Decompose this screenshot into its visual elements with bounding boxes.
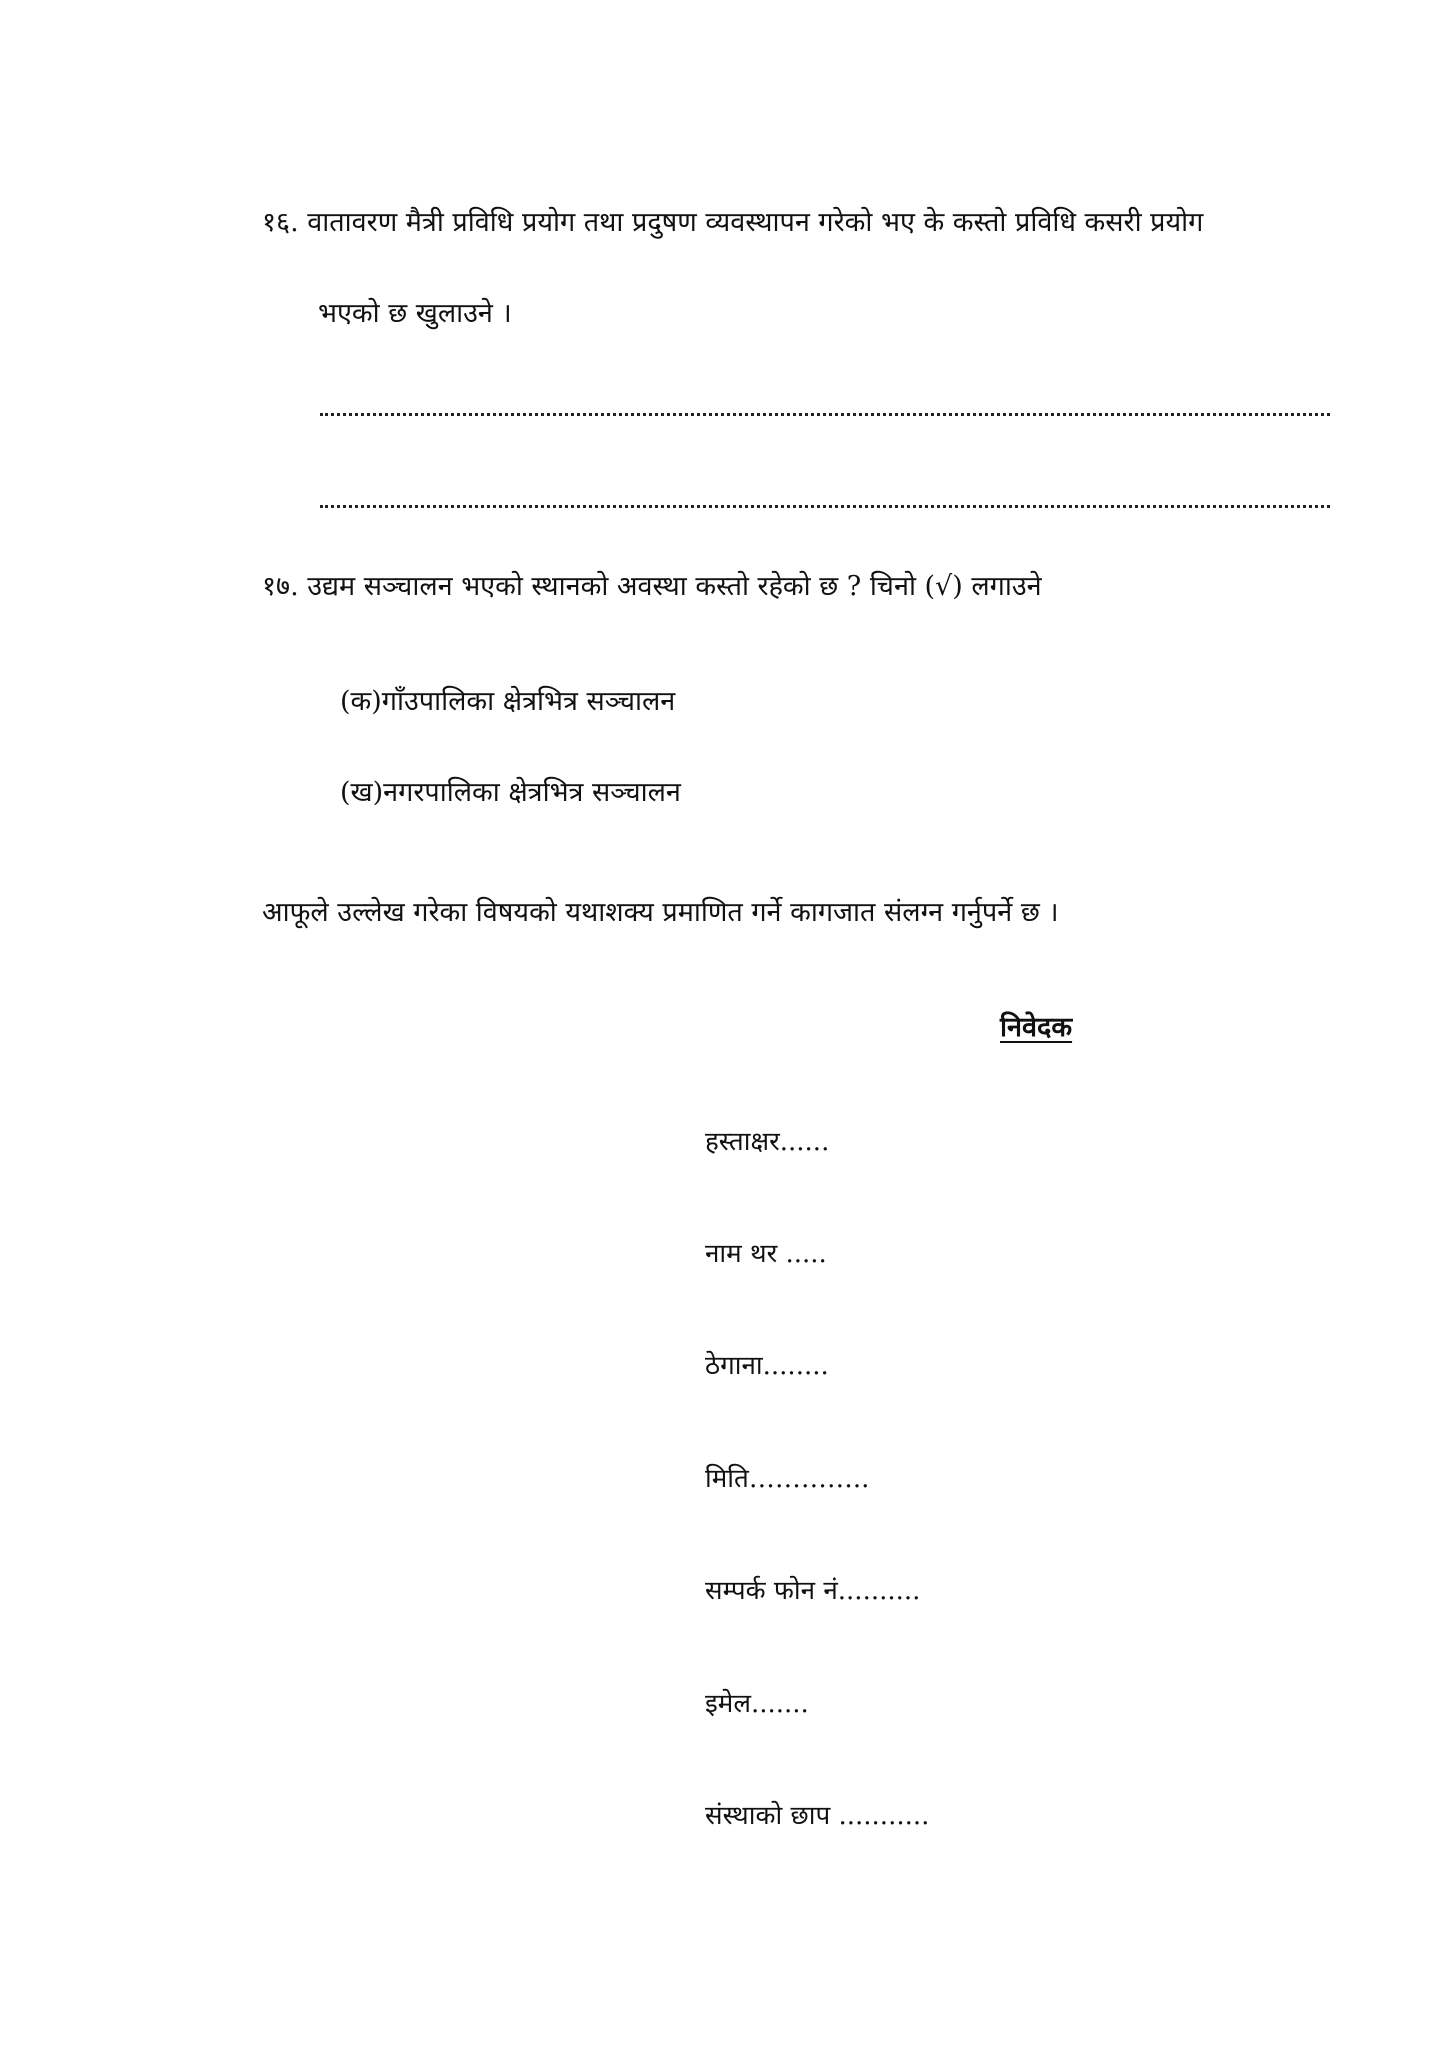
signature-field[interactable]: हस्ताक्षर...... bbox=[705, 1127, 830, 1157]
question-17-text: १७. उद्यम सञ्चालन भएको स्थानको अवस्था कस्तो रहेको छ ? चिनो (√) लगाउने bbox=[262, 571, 1042, 602]
organization-seal-field[interactable]: संस्थाको छाप ........... bbox=[705, 1801, 930, 1831]
date-field[interactable]: मिति………….. bbox=[705, 1464, 870, 1494]
question-16-continuation: भएको छ खुलाउने । bbox=[318, 298, 512, 329]
question-16-text: १६. वातावरण मैत्री प्रविधि प्रयोग तथा प्रदुषण व्यवस्थापन गरेको भए के कस्तो प्रविधि कसरी प्रयोग bbox=[262, 207, 1204, 238]
attachment-note: आफूले उल्लेख गरेका विषयको यथाशक्य प्रमाणित गर्ने कागजात संलग्न गर्नुपर्ने छ । bbox=[262, 897, 1059, 928]
option-rural-municipality[interactable]: (क)गाँउपालिका क्षेत्रभित्र सञ्चालन bbox=[340, 686, 676, 717]
address-field[interactable]: ठेगाना........ bbox=[705, 1351, 829, 1381]
applicant-heading: निवेदक bbox=[1000, 1012, 1073, 1043]
answer-blank-line-1[interactable] bbox=[320, 405, 1330, 416]
name-field[interactable]: नाम थर ..... bbox=[705, 1239, 827, 1269]
option-municipality[interactable]: (ख)नगरपालिका क्षेत्रभित्र सञ्चालन bbox=[340, 777, 681, 808]
answer-blank-line-2[interactable] bbox=[320, 497, 1330, 508]
email-field[interactable]: इमेल....... bbox=[705, 1689, 809, 1719]
phone-field[interactable]: सम्पर्क फोन नं.......... bbox=[705, 1576, 921, 1606]
